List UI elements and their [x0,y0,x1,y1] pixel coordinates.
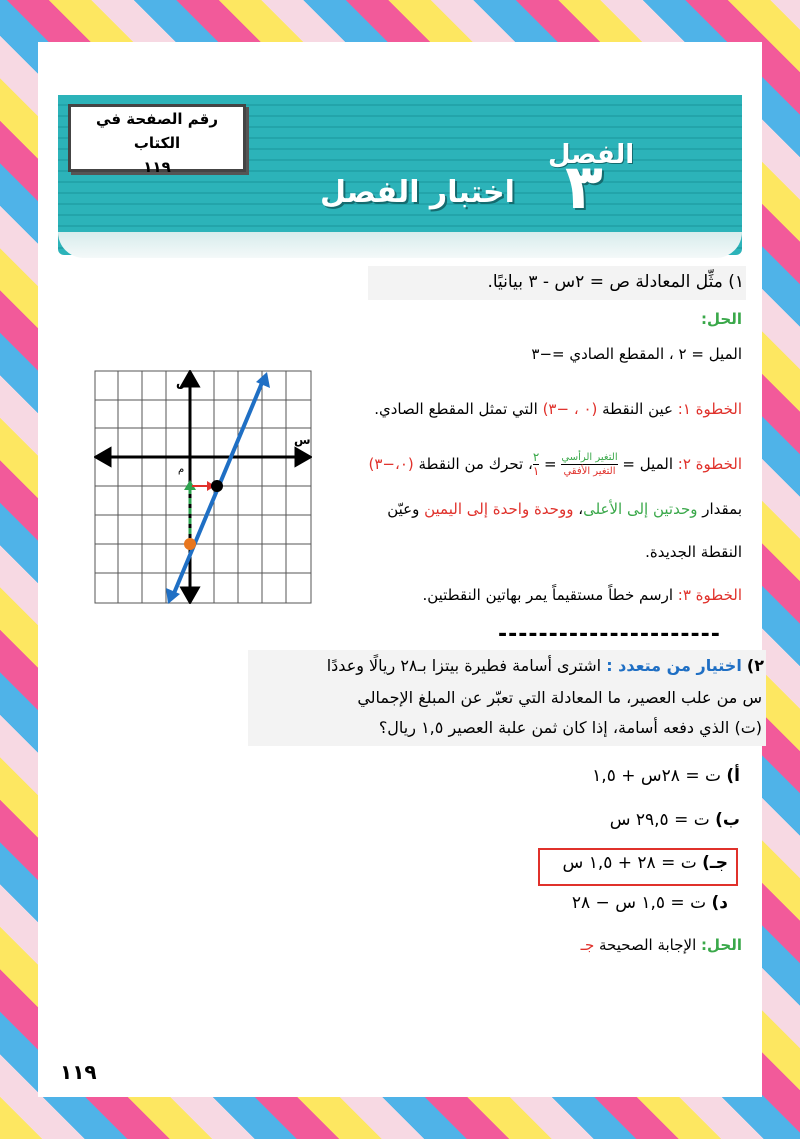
q2-line3: (ت) الذي دفعه أسامة، إذا كان ثمن علبة العصير ١,٥ ريال؟ [378,718,762,737]
question-1-prompt: ١) مثِّل المعادلة ص = ٢س - ٣ بيانيًا. [487,272,744,292]
option-d-text: ت = ١,٥ س − ٢٨ [571,893,707,913]
book-page-box [68,104,246,176]
x-axis-label: س [294,433,311,447]
frac-num: ٢ [532,450,540,464]
step2-up: وحدتين إلى الأعلى [583,500,698,518]
q2-line2: س من علب العصير، ما المعادلة التي تعبّر عن المبلغ الإجمالي [357,688,762,707]
q1-solution-label: الحل: [701,310,742,328]
option-d[interactable] [572,893,728,913]
step2-l2a: بمقدار [697,500,742,518]
y-axis-label: ص [176,375,193,389]
option-c-text: ت = ٢٨ + ١,٥ س [562,853,697,873]
step2-text2: ، تحرك من النقطة [413,455,533,473]
option-a-text: ت = ٢٨س + ١,٥ [592,766,721,786]
step2-right: ووحدة واحدة إلى اليمين [424,500,574,518]
banner-curve [58,232,742,258]
chapter-number: ٣ [565,150,603,223]
option-c[interactable] [563,853,728,873]
q2-solution-answer: جـ [580,936,595,954]
step3-text: ارسم خطاً مستقيماً يمر بهاتين النقطتين. [422,586,678,604]
q2-tag: اختيار من متعدد : [606,656,742,675]
step1-pre: عين النقطة [597,400,678,418]
book-page-label: رقم الصفحة في الكتاب [96,110,218,152]
book-page-number: ١١٩ [143,158,171,176]
step2-text1: الميل = [617,455,678,473]
q1-step3 [422,586,742,604]
point-y-intercept [184,538,196,550]
q1-step1 [374,400,742,418]
origin-label: م [178,464,185,475]
chapter-word: الفصل [548,140,635,170]
step2-l2e: وعيّن [387,500,425,518]
q1-step2 [368,448,742,480]
q1-graph [94,370,312,604]
option-b-letter: ب) [715,810,740,830]
q2-solution [581,936,742,954]
q2-solution-text: الإجابة الصحيحة [594,936,702,954]
frac-den: ١ [532,464,540,478]
step2-fraction-words [561,451,617,478]
q1-step2-line3: النقطة الجديدة. [645,543,742,561]
chapter-title: اختبار الفصل [320,175,515,210]
q2-solution-label: الحل: [701,936,742,954]
option-a-letter: أ) [726,766,740,786]
separator: ---------------------- [498,622,721,647]
q1-step2-line2 [387,500,742,518]
step1-point: (٠ ، −٣) [542,400,598,418]
option-a[interactable] [592,766,740,786]
step1-label: الخطوة ١: [677,400,742,418]
step2-label: الخطوة ٢: [677,455,742,473]
q1-slope-line: الميل = ٢ ، المقطع الصادي =−٣ [531,345,742,363]
point-new [211,480,223,492]
option-c-letter: جـ) [702,853,728,873]
option-d-letter: د) [711,893,728,913]
option-b-text: ت = ٢٩,٥ س [609,810,710,830]
frac-bottom: التغير الأفقي [563,466,616,477]
page-number: ١١٩ [60,1060,97,1084]
step3-label: الخطوة ٣: [677,586,742,604]
frac-top: التغير الرأسي [561,452,618,463]
step2-point: (٠،−٣) [368,455,414,473]
option-b[interactable] [610,810,740,830]
step2-eq: = [539,455,562,473]
step1-post: التي تمثل المقطع الصادي. [374,400,543,418]
step2-l2c: ، [573,500,584,518]
q2-number: ٢) [746,656,764,675]
q2-line1 [327,656,764,675]
q2-text-1: اشترى أسامة فطيرة بيتزا بـ٢٨ ريالًا وعددًا [326,656,602,675]
